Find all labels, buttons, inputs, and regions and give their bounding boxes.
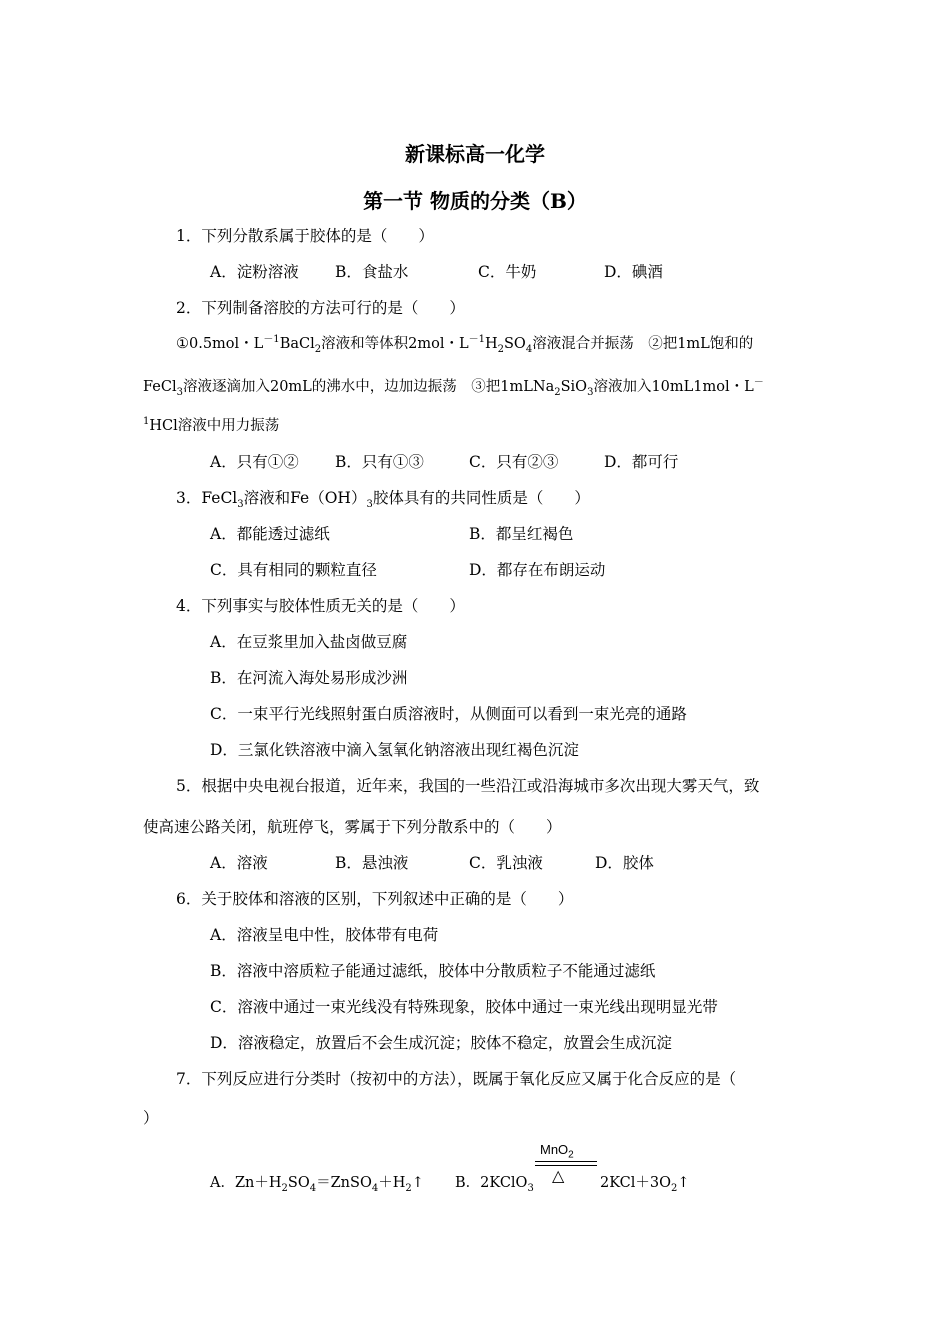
q1-stem: 1．下列分散系属于胶体的是（ ） xyxy=(176,227,434,245)
document-title: 新课标高一化学 xyxy=(405,142,545,166)
q3-stem: 3．FeCl$_3$溶液和$Fe(OH)_3$胶体具有的共同性质是（ ） xyxy=(176,489,590,511)
q6-stem: 6．关于胶体和溶液的区别，下列叙述中正确的是（ ） xyxy=(176,890,574,908)
q3-option-a: A．都能透过滤纸 xyxy=(210,525,330,543)
q7-option-b-reactant: B．2KClO$_3$ xyxy=(455,1175,534,1194)
q1-option-a: A．淀粉溶液 xyxy=(210,263,299,281)
q7-stem-line-2: ） xyxy=(143,1109,159,1127)
q3-option-c: C．具有相同的颗粒直径 xyxy=(210,561,377,579)
q6-option-a: A．溶液呈电中性，胶体带有电荷 xyxy=(210,926,439,944)
q2-option-b: B．只有①③ xyxy=(335,453,424,471)
q2-option-d: D．都可行 xyxy=(604,453,679,471)
q3-option-d: D．都存在布朗运动 xyxy=(469,561,606,579)
q7-option-a: A．$Zn+H_2SO_4=ZnSO_4+H_2↑$ xyxy=(210,1175,424,1194)
q4-option-c: C．一束平行光线照射蛋白质溶液时，从侧面可以看到一束光亮的通路 xyxy=(210,705,687,723)
q7-option-b-product: $2KCl+3O_2↑$ xyxy=(600,1175,690,1194)
reaction-catalyst-label: MnO$_2$ xyxy=(540,1142,574,1161)
q5-option-d: D．胶体 xyxy=(595,854,654,872)
q1-option-b: B．食盐水 xyxy=(335,263,409,281)
q2-option-a: A．只有①② xyxy=(210,453,299,471)
q6-option-d: D．溶液稳定，放置后不会生成沉淀；胶体不稳定，放置会生成沉淀 xyxy=(210,1034,672,1052)
q6-option-c: C．溶液中通过一束光线没有特殊现象，胶体中通过一束光线出现明显光带 xyxy=(210,998,718,1016)
q4-stem: 4．下列事实与胶体性质无关的是（ ） xyxy=(176,597,465,615)
q5-stem-line-2: 使高速公路关闭，航班停飞，雾属于下列分散系中的（ ） xyxy=(143,818,562,836)
q4-option-b: B．在河流入海处易形成沙洲 xyxy=(210,669,408,687)
q5-option-a: A．溶液 xyxy=(210,854,268,872)
q2-line-3: $^1$HCl溶液中用力振荡 xyxy=(143,416,280,434)
q4-option-d: D．三氯化铁溶液中滴入氢氧化钠溶液出现红褐色沉淀 xyxy=(210,741,579,759)
q5-stem-line-1: 5．根据中央电视台报道，近年来，我国的一些沿江或沿海城市多次出现大雾天气，致 xyxy=(176,777,760,795)
q5-option-c: C．乳浊液 xyxy=(469,854,543,872)
section-title: 第一节 物质的分类（B） xyxy=(363,189,587,213)
q1-option-c: C．牛奶 xyxy=(478,263,537,281)
heat-triangle-icon: △ xyxy=(552,1166,565,1185)
q2-line-1: ①0.5mol・$L^{-1}BaCl_2$溶液和等体积2mol・$L^{-1}H_2SO_4$溶液混合并振荡 ②把1mL饱和的 xyxy=(176,334,754,355)
q2-line-2: FeCl$_3$溶液逐滴加入20mL的沸水中，边加边振荡 ③把1mLNa$_2$SiO$_3$溶液加入10mL1mol・L－ xyxy=(143,377,764,398)
q2-option-c: C．只有②③ xyxy=(469,453,559,471)
q2-stem: 2．下列制备溶胶的方法可行的是（ ） xyxy=(176,299,465,317)
q4-option-a: A．在豆浆里加入盐卤做豆腐 xyxy=(210,633,408,651)
reaction-equals-bar-top xyxy=(535,1161,597,1162)
reaction-equals-bar-bottom xyxy=(535,1165,597,1166)
q6-option-b: B．溶液中溶质粒子能通过滤纸，胶体中分散质粒子不能通过滤纸 xyxy=(210,962,656,980)
q5-option-b: B．悬浊液 xyxy=(335,854,409,872)
q3-option-b: B．都呈红褐色 xyxy=(469,525,574,543)
q7-stem-line-1: 7．下列反应进行分类时（按初中的方法），既属于氧化反应又属于化合反应的是（ xyxy=(176,1070,737,1088)
q1-option-d: D．碘酒 xyxy=(604,263,663,281)
